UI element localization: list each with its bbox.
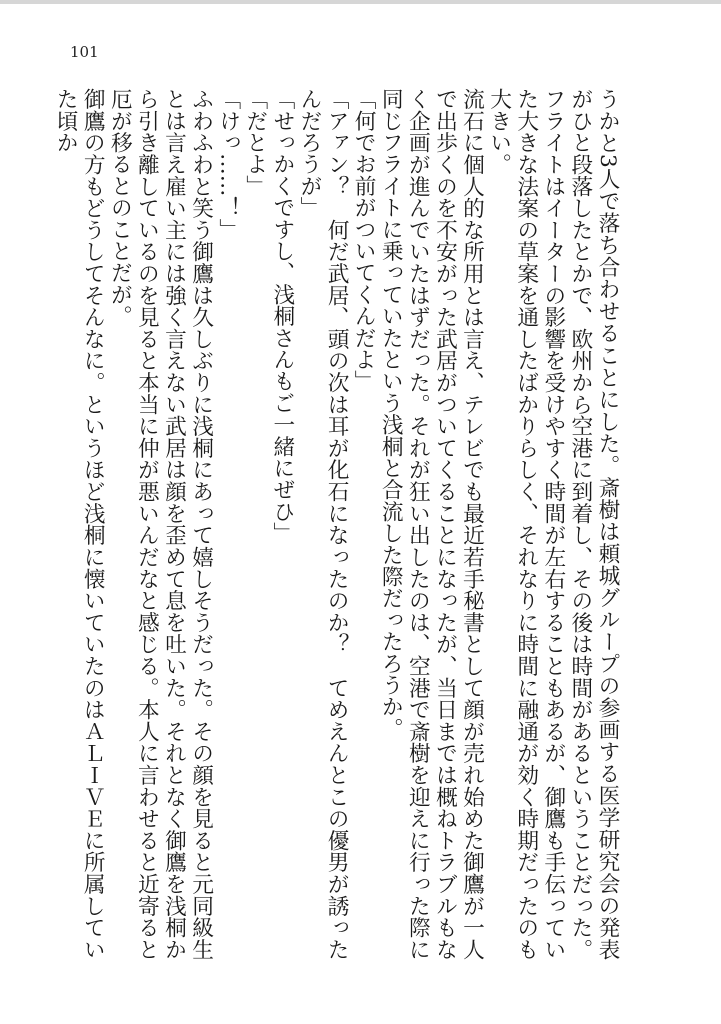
- dialogue-line: 「けっ……！」: [215, 88, 241, 240]
- paragraph: ふわふわと笑う御鷹は久しぶりに浅桐にあって嬉しそうだった。その顔を見ると元同級生とは言え雇い主には強く言えない武居は顔を歪めて息を吐いた。それとなく御鷹を浅桐から引き離しているのを見ると本当に仲が悪いんだなと感じる。本人に言わせると近寄ると厄が移るとのことだが。: [107, 88, 214, 960]
- paragraph: うかと3人で落ち合わせることにした。斎樹は頼城グループの参画する医学研究会の発表がひと段落したとかで、欧州から空港に到着し、その後は時間があるということだった。フライトはイーターの影響を受けやすく時間が左右することもあるが、御鷹も手伝っていた大きな法案の草案を通したばかりらしく、それなりに時間に融通が効く時期だったのも大きい。: [486, 88, 620, 960]
- dialogue-line: 「アァン？ 何だ武居、頭の次は耳が化石になったのか？ てめえんとこの優男が誘ったんだろうが」: [296, 88, 350, 960]
- dialogue-line: 「何でお前がついてくんだよ」: [351, 88, 377, 392]
- dialogue-line: 「だとよ」: [242, 88, 268, 197]
- paragraph: 流石に個人的な所用とは言え、テレビでも最近若手秘書として顔が売れ始めた御鷹が一人で出歩くのを不安がった武居がついてくることになったが、当日までは概ねトラブルもなく企画が進んでいたはずだった。それが狂い出したのは、空港で斎樹を迎えに行った際に同じフライトに乗っていたという浅桐と合流した際だったろうか。: [378, 88, 485, 960]
- paragraph: 御鷹の方もどうしてそんなに。というほど浅桐に懐いていたのはＡＬＩＶＥに所属していた頃か: [53, 88, 106, 960]
- page-number: 101: [70, 43, 99, 61]
- dialogue-line: 「せっかくですし、浅桐さんもご一緒にぜひ」: [269, 88, 295, 544]
- page-top-border: [0, 0, 721, 4]
- body-text: [52, 88, 621, 960]
